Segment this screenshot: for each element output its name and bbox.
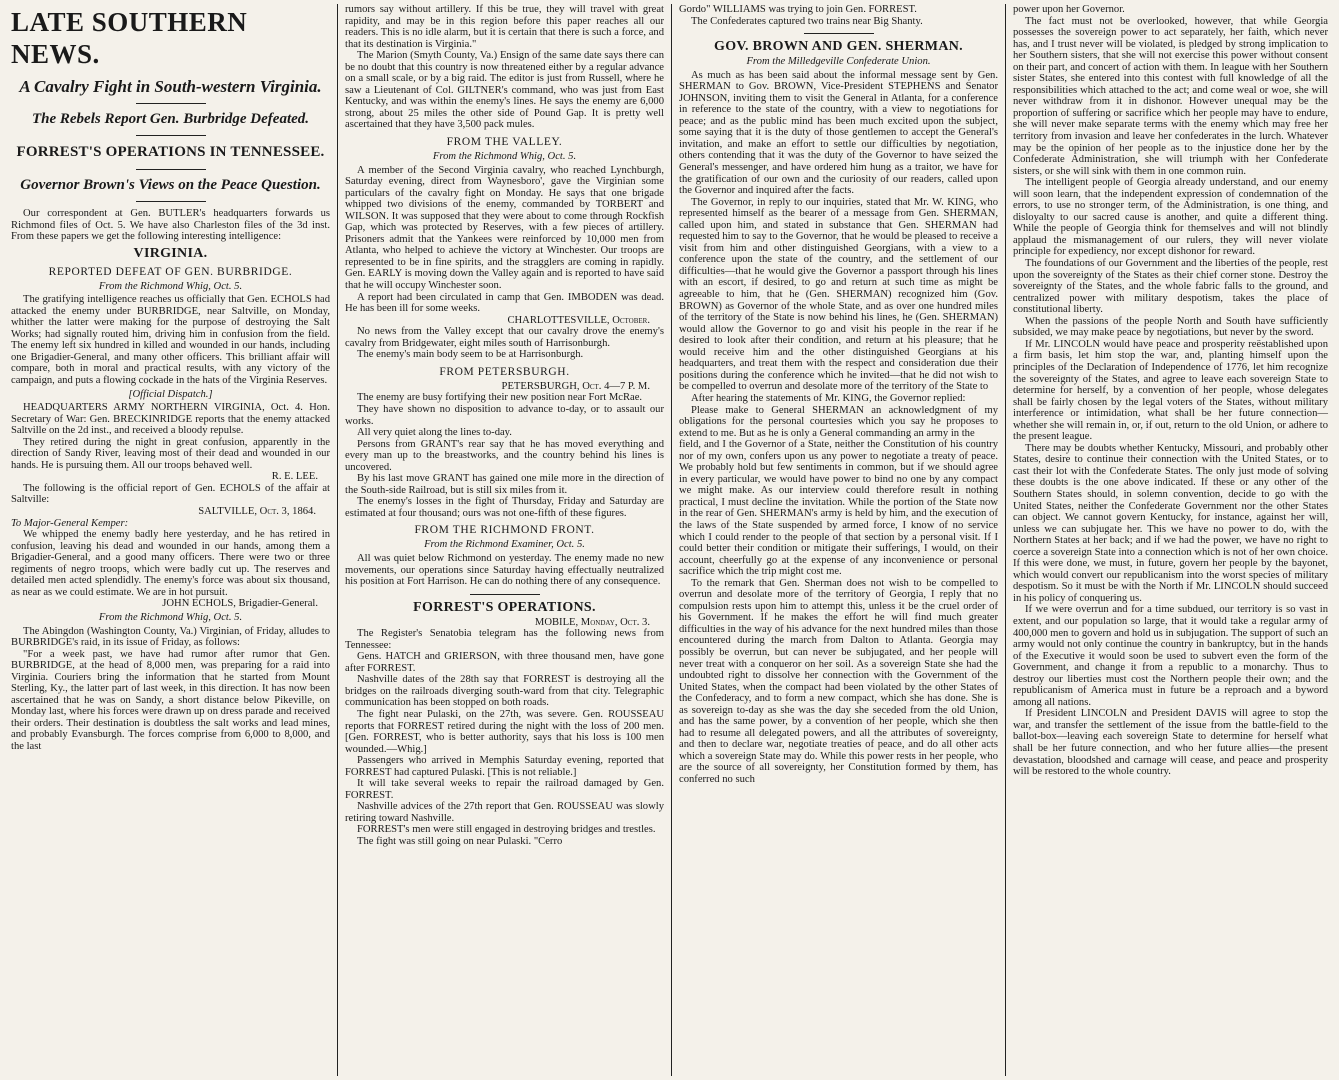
column-1	[4, 4, 337, 1076]
section-heading: VIRGINIA.	[133, 245, 208, 261]
signature: R. E. LEE.	[271, 471, 318, 483]
paragraph: "For a week past, we have had rumor after rumor that Gen. BURBRIDGE, at the head of 8,000 men, was preparing for a raid into Virginia. Couriers bring the information that he started from Mount Sterling, Ky., the latter part of last week, in this direction. It has now been ascertained that he was on Sandy, a short distance below Pikeville, on Monday last, where his forces were drawn up on dress parade and received their orders. Their destination is doubtless the salt works and lead mines, and probably Evansburgh. The forces comprise from 6,000 to 8,000, and the last	[11, 648, 330, 752]
paragraph: No news from the Valley except that our cavalry drove the enemy's cavalry from Bridgewater, eight miles south of Harrisonburgh.	[345, 326, 664, 349]
deck-headline-1: A Cavalry Fight in South-western Virginia.	[19, 77, 322, 96]
salutation: To Major-General Kemper:	[11, 517, 129, 529]
dateline: PETERSBURGH, Oct. 4—7 P. M.	[501, 380, 650, 392]
paragraph: If we were overrun and for a time subdued, our territory is so vast in extent, and our population so large, that it would take a regular army of 400,000 men to govern and hold us in subjugation. The support of such an army would not only continue the country in bankruptcy, but in the hands of the Executive it would soon be used to subvert even the form of the Government, and change it from a republic to a monarchy. Thus to destroy our liberties must cost the Northern people their own; and the republicanism of America must in future be a reproach and a byword among all nations.	[1013, 604, 1328, 708]
divider-rule	[136, 169, 206, 170]
paragraph: All very quiet along the lines to-day.	[357, 427, 512, 439]
paragraph: rumors say without artillery. If this be true, they will travel with great rapidity, and may be in this region before this paper reaches all our readers. This is no idle alarm, but it is certain that there is such a force, and that its destination is Virginia."	[345, 4, 664, 50]
paragraph: A report had been circulated in camp that Gen. IMBODEN was dead. He has been ill for some weeks.	[345, 291, 664, 315]
paragraph: Gens. HATCH and GRIERSON, with three thousand men, have gone after FORREST.	[345, 651, 664, 674]
column-2	[337, 4, 671, 1076]
paragraph: We whipped the enemy badly here yesterday, and he has retired in confusion, leaving his dead and wounded in our hands, among them a Brigadier-General, and a good many officers. There were two or three regiments of negro troops, which were badly cut up. The reserves and detailed men acted splendidly. The enemy's force was about six thousand, as near as we could estimate. We are in hot pursuit.	[11, 529, 330, 598]
source-line: [Official Dispatch.]	[128, 388, 213, 400]
paragraph: A member of the Second Virginia cavalry, who reached Lynchburgh, Saturday evening, direct from Waynesboro', gave the Virginian some particulars of the cavalry fight on Monday. He says that one brigade whipped two divisions of the enemy, commanded by TORBERT and WILSON. It was supposed that they were about to come through Rockfish Gap, which was protected by Reserves, with a few pieces of artillery. Prisoners admit that the Yankees were reinforced by 10,000 men from Atlanta, who helped to achieve the victory at Winchester. Our troops are represented to be in fine spirits, and the stragglers are coming in rapidly. Gen. EARLY is moving down the Valley again and is reported to have said that he will occupy Winchester soon.	[345, 164, 664, 292]
paragraph: The Abingdon (Washington County, Va.) Virginian, of Friday, alludes to BURBRIDGE's raid, in its issue of Friday, as follows:	[11, 625, 330, 649]
paragraph: It will take several weeks to repair the railroad damaged by Gen. FORREST.	[345, 778, 664, 801]
divider-rule	[136, 135, 206, 136]
paragraph: Passengers who arrived in Memphis Saturday evening, reported that FORREST had captured Pulaski. [This is not reliable.]	[345, 755, 664, 778]
paragraph: Persons from GRANT's rear say that he has moved everything and every man up to the breastworks, and the country behind his lines is uncovered.	[345, 438, 664, 473]
article-heading: FORREST'S OPERATIONS.	[413, 599, 596, 615]
paragraph: If Mr. LINCOLN would have peace and prosperity reëstablished upon a firm basis, let him stop the war, and, planting himself upon the principles of the Declaration of Independence of 1776, let him recognize the sovereignty of the States, and agree to leave each sovereign State to determine for herself, by a convention of her people, whose delegates shall be fairly chosen by the legal voters of the States, without military interference or intimidation, what shall be her future connection—whether she will remain in, or, if out, return to the old Union, or adhere to the present league.	[1013, 338, 1328, 443]
paragraph: Gordo" WILLIAMS was trying to join Gen. FORREST.	[679, 4, 917, 15]
paragraph: All was quiet below Richmond on yesterday. The enemy made no new movements, our operations since Saturday having effectually neutralized his position at Fort Harrison. He can do nothing there of any consequence.	[345, 552, 664, 588]
article-heading: REPORTED DEFEAT OF GEN. BURBRIDGE.	[48, 265, 293, 278]
divider-rule	[136, 201, 206, 202]
divider-rule	[136, 103, 206, 104]
paragraph: power upon her Governor.	[1013, 4, 1125, 15]
source-line: From the Richmond Whig, Oct. 5.	[98, 611, 243, 623]
paragraph: The following is the official report of Gen. ECHOLS of the affair at Saltville:	[11, 482, 330, 506]
paragraph: The intelligent people of Georgia already understand, and our enemy will soon learn, that the independent expression of condemnation of the errors, to use no stronger term, of the Administration, is one thing, and disloyalty to our sacred cause is another, and quite a different thing. While the people of Georgia think for themselves and will not blindly applaud the mismanagement of our rulers, they will never violate principle for expediency, nor except dishonor for reward.	[1013, 177, 1328, 258]
paragraph: They retired during the night in great confusion, apparently in the direction of Sandy River, leaving most of their dead and wounded in our hands. He is pursuing them. All our troops behaved well.	[11, 436, 330, 471]
paragraph: If President LINCOLN and President DAVIS will agree to stop the war, and transfer the settlement of the issue from the battle-field to the ballot-box—leaving each sovereign State to determine for herself what shall be her future connection, and who her future allies—the present devastation, bloodshed and carnage will cease, and peace and prosperity will be restored to the whole country.	[1013, 708, 1328, 778]
masthead-title: LATE SOUTHERN NEWS.	[11, 7, 248, 69]
paragraph: Nashville advices of the 27th report that Gen. ROUSSEAU was slowly retiring toward Nashville.	[345, 801, 664, 824]
paragraph: The fight was still going on near Pulaski. "Cerro	[357, 836, 563, 847]
article-heading: FROM THE RICHMOND FRONT.	[414, 524, 595, 537]
source-line: From the Richmond Whig, Oct. 5.	[432, 151, 577, 163]
divider-rule	[804, 33, 874, 34]
paragraph: The Marion (Smyth County, Va.) Ensign of the same date says there can be no doubt that this country is now threatened either by a regular advance on a small scale, or by a big raid. The editor is just from Russell, where he saw a Lieutenant of Col. GILTNER's command, who was just from East Kentucky, and was within the enemy's lines. He says the enemy are 6,000 strong, about 25 miles the other side of Pound Gap. It is pretty well ascertained that they have 3,500 pack mules.	[345, 50, 664, 131]
paragraph: The gratifying intelligence reaches us officially that Gen. ECHOLS had attacked the enemy under BURBRIDGE, near Saltville, on Monday, whither the latter were making for the purpose of destroying the Salt Works; had signally routed him, driving him in confusion from the field. The enemy left six hundred in killed and wounded in our hands, including one Brigadier-General, and many other officers. This brilliant affair will compare, both in moral and practical results, with any victory of the campaign, and puts a flowing cockade in the hats of the Virginia Reserves.	[11, 294, 330, 387]
paragraph: To the remark that Gen. Sherman does not wish to be compelled to overrun and desolate more of the territory of Georgia, I reply that no compulsion rests upon him to attempt this, unless it be the cruel order of his Government. If he makes the effort he will find much greater difficulties in the way of his advance for the next hundred miles than those encountered during the march from Dalton to Atlanta. Georgia may possibly be overrun, but can never be subjugated, and her people will never treat with a conqueror on her soil. As a sovereign State she had the undoubted right to dissolve her connection with the Government of the United States, when the compact had been violated by the other States of the Confederacy, and to form a new compact, which she has done. She is as sovereign to-day as she was the day she seceded from the old Union, and has the same power, by a convention of her people, which she then had to resume all delegated powers, and all the attributes of sovereignty, and then to declare war, negotiate treaties of peace, and do all other acts which a sovereign State may do. While this power rests in her people, who are the source of all sovereignty, her Constitution formed by them, has conferred no such	[679, 577, 998, 785]
paragraph: Nashville dates of the 28th say that FORREST is destroying all the bridges on the railroads diverging south-ward from that city. Telegraphic communication has been stopped on both roads.	[345, 674, 664, 709]
paragraph: The Confederates captured two trains near Big Shanty.	[691, 15, 923, 27]
paragraph: The Governor, in reply to our inquiries, stated that Mr. W. KING, who represented himself as the bearer of a message from Gen. SHERMAN, called upon him, and stated in substance that Gen. SHERMAN had requested him to say to the Governor, that he would be pleased to receive a visit from him and other distinguished Georgians, with a view to a conference upon the state of the country, and the settlement of our difficulties—that he would give the Governor a passport through his lines with an escort, if desired, to go and return at such time as might be agreeable to him, that he (Gen. SHERMAN) recognized him (Gov. BROWN) as Governor of the whole State, and as over one hundred miles of the territory of the State is now behind his lines, he (Gen. SHERMAN) would allow the Governor to go and visit his people in the rear if he desired to look after their condition, and return at his pleasure; that he would receive him and the other distinguished Georgians at his headquarters, and treat them with the respect and consideration due their positions during the conference which he invited—that he did not wish to be compelled to overrun and desolate more of the territory of the State to	[679, 196, 998, 393]
dateline: MOBILE, Monday, Oct. 3.	[534, 616, 650, 628]
deck-headline-4: Governor Brown's Views on the Peace Question.	[20, 177, 321, 193]
paragraph: field, and I the Governor of a State, neither the Constitution of his country nor of my own, confers upon us any power to negotiate a treaty of peace. We probably hold but few sentiments in common, but if we should agree in every particular, we would have power to bind no one by any compact we might make. As our interview could therefore result in nothing practical, I must decline the invitation. While the portion of the State now in the rear of Gen. SHERMAN's army is held by him, and the execution of the laws of the State suspended by armed force, I know of no service which I could render to the people of that section by a personal visit. If I could better their condition or mitigate their sufferings, I would, on their account, cheerfully go at the expense of any inconvenience or personal sacrifice which the trip might cost me.	[679, 439, 998, 578]
paragraph: Please make to General SHERMAN an acknowledgment of my obligations for the personal courtesies which you say he proposes to extend to me. But as he is only a General commanding an army in the	[679, 404, 998, 439]
paragraph: The enemy are busy fortifying their new position near Fort McRae.	[357, 392, 643, 404]
paragraph: FORREST's men were still engaged in destroying bridges and trestles.	[357, 824, 656, 836]
paragraph: They have shown no disposition to advance to-day, or to assault our works.	[345, 403, 664, 427]
paragraph: As much as has been said about the informal message sent by Gen. SHERMAN to Gov. BROWN, Vice-President STEPHENS and Senator JOHNSON, inviting them to visit the General in Atlanta, for a conference in reference to the state of the country, with a view to negotiations for peace; and as the public mind has been much excited upon the subject, some saying that it is the duty of those gentlemen to accept the General's invitation, and make an effort to settle our difficulties by negotiation, others contending that it was the duty of the Governor to have seized the General's messenger, and have ordered him hung as a traitor, we have for the gratification of our own and the curiosity of our readers, called upon the Governor and inquired after the facts.	[679, 69, 998, 197]
article-heading: FROM THE VALLEY.	[446, 136, 563, 149]
source-line: From the Richmond Examiner, Oct. 5.	[424, 539, 585, 551]
intro-paragraph: Our correspondent at Gen. BUTLER's headquarters forwards us Richmond files of Oct. 5. We have also Charleston files of the 3d inst. From these papers we get the following interesting intelligence:	[11, 208, 330, 243]
divider-rule	[470, 594, 540, 595]
article-heading: GOV. BROWN AND GEN. SHERMAN.	[714, 39, 963, 55]
paragraph: The fight near Pulaski, on the 27th, was severe. Gen. ROUSSEAU reports that FORREST retired during the night with the loss of 200 men. [Gen. FORREST, who is better authority, says that his loss is 100 men wounded.—Whig.]	[345, 708, 664, 755]
paragraph: The foundations of our Government and the liberties of the people, rest upon the sovereignty of the States as their chief corner stone. Destroy the sovereignty of the States, and the whole fabric falls to the ground, and centralized power with military despotism, takes the place of constitutional liberty.	[1013, 258, 1328, 316]
paragraph: The enemy's main body seem to be at Harrisonburgh.	[357, 349, 584, 361]
paragraph: The Register's Senatobia telegram has the following news from Tennessee:	[345, 628, 664, 651]
paragraph: There may be doubts whether Kentucky, Missouri, and probably other States, desire to continue their connection with the United States, or to cast their lot with the Confederate States. The only just mode of solving these doubts is the one above indicated. If these or any other of the Southern States should, in solemn convention, decide to go with the United States, neither the Confederate Government nor the other States can object. We cannot govern Kentucky, for instance, against her will, unless we can subjugate her. This we have no power to do, with the Northern States at her back; and if we had the power, we have no right to coerce a sovereign State into a connection which is not of her own choice. If this were done, we must, in future, govern her people by the bayonet, which would convert our republicanism into the worst species of military despotism. So it must be with the North if Mr. LINCOLN should succeed in his policy of conquering us.	[1013, 442, 1328, 604]
paragraph: When the passions of the people North and South have sufficiently subsided, we may make peace by negotiations, but never by the sword.	[1013, 315, 1328, 339]
column-3	[671, 4, 1005, 1076]
deck-headline-2: The Rebels Report Gen. Burbridge Defeated.	[31, 111, 310, 127]
dateline: SALTVILLE, Oct. 3, 1864.	[198, 506, 316, 518]
paragraph: HEADQUARTERS ARMY NORTHERN VIRGINIA, Oct. 4. Hon. Secretary of War: Gen. BRECKINRIDGE reports that the enemy attacked Saltville on the 2d inst., and received a bloody repulse.	[11, 402, 330, 437]
article-heading: FROM PETERSBURGH.	[439, 365, 570, 378]
paragraph: By his last move GRANT has gained one mile more in the direction of the South-side Railroad, but is still six miles from it.	[345, 473, 664, 496]
source-line: From the Richmond Whig, Oct. 5.	[98, 280, 243, 292]
deck-headline-3: FORREST'S OPERATIONS IN TENNESSEE.	[16, 144, 325, 160]
column-4	[1005, 4, 1335, 1076]
signature: JOHN ECHOLS, Brigadier-General.	[162, 598, 318, 610]
paragraph: The fact must not be overlooked, however, that while Georgia possesses the sovereign power to act separately, her faith, which never has, and I trust never will be violated, is pledged by strong implication to her Southern sisters, that she will not exercise this power without consent on their part, and concert of action with them. In league with her Southern sister States, she entered into this contest with full knowledge of all the responsibilities which attached to the act; and come weal or woe, she will never withdraw from it in dishonor. However unequal may be the proportion of suffering or sacrifice which her people may have to endure, she will never make separate terms with the enemy which may free her territory from invasion and leave her confederates in the lurch. Whatever may be the opinion of her people as to the injustice done her by the Confederate Administration, she will triumph with her Confederate sisters, or she will sink with them in one common ruin.	[1013, 15, 1328, 177]
paragraph: After hearing the statements of Mr. KING, the Governor replied:	[691, 392, 966, 404]
paragraph: The enemy's losses in the fight of Thursday, Friday and Saturday are estimated at four thousand; ours was not one-fifth of these figures.	[345, 496, 664, 519]
dateline: CHARLOTTESVILLE, October.	[507, 314, 650, 326]
source-line: From the Milledgeville Confederate Union.	[746, 56, 931, 68]
